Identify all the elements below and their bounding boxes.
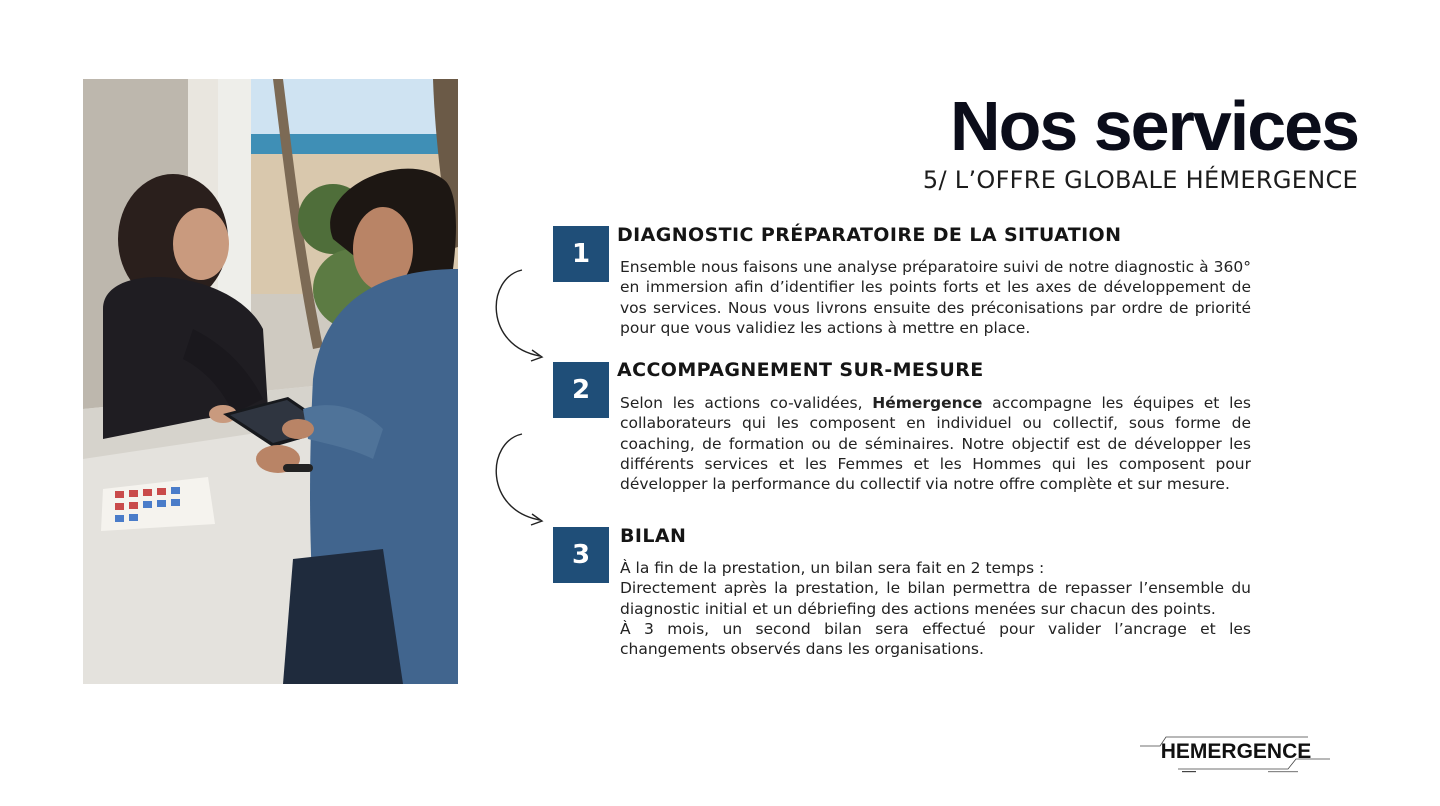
- step-2-title: ACCOMPAGNEMENT SUR-MESURE: [617, 359, 984, 381]
- step-1-text: Ensemble nous faisons une analyse préparatoire suivi de notre diagnostic à 360° en immersion afin d’identifier les points forts et les axes de développement de vos services. Nous vous livrons ensuite des préconisations par ordre de priorité pour que vous validiez les actions à mettre en place.: [620, 258, 1251, 337]
- hemergence-logo: [1138, 733, 1332, 777]
- step-3-body: [620, 558, 1251, 659]
- curved-arrow-icon: [486, 430, 552, 530]
- logo-text: HEMERGENCE: [1160, 740, 1312, 763]
- step-3-number: 3: [553, 527, 609, 583]
- step-1-number: 1: [553, 226, 609, 282]
- step-3-line-2: Directement après la prestation, le bilan permettra de repasser l’ensemble du diagnostic initial et un débriefing des actions menées sur chacun des points.: [620, 579, 1251, 618]
- step-3-line-1: À la fin de la prestation, un bilan sera fait en 2 temps :: [620, 559, 1045, 577]
- step-2-body: [620, 393, 1251, 494]
- header: [923, 88, 1358, 194]
- page-subtitle: 5/ L’OFFRE GLOBALE HÉMERGENCE: [922, 166, 1358, 194]
- step-2-text-end: accompagne les équipes et les collaborateurs qui les composent en individuel ou collectif, sous forme de coaching, de formation ou de séminaires. Notre objectif est de développer les différents services et les Femmes et les Hommes qui les composent pour développer la performance du collectif via notre offre complète et sur mesure.: [620, 394, 1251, 494]
- curved-arrow-icon: [486, 266, 552, 366]
- page-title: Nos services: [950, 87, 1358, 165]
- step-3-title: BILAN: [620, 525, 687, 547]
- hero-photo: [83, 79, 458, 684]
- step-2-brand: Hémergence: [872, 394, 983, 412]
- step-2-number: 2: [553, 362, 609, 418]
- step-1-title: DIAGNOSTIC PRÉPARATOIRE DE LA SITUATION: [617, 224, 1122, 246]
- step-1-body: [620, 257, 1251, 338]
- step-2-text-start: Selon les actions co-validées,: [620, 394, 863, 412]
- step-3-line-3: À 3 mois, un second bilan sera effectué pour valider l’ancrage et les changements observés dans les organisations.: [620, 619, 1251, 659]
